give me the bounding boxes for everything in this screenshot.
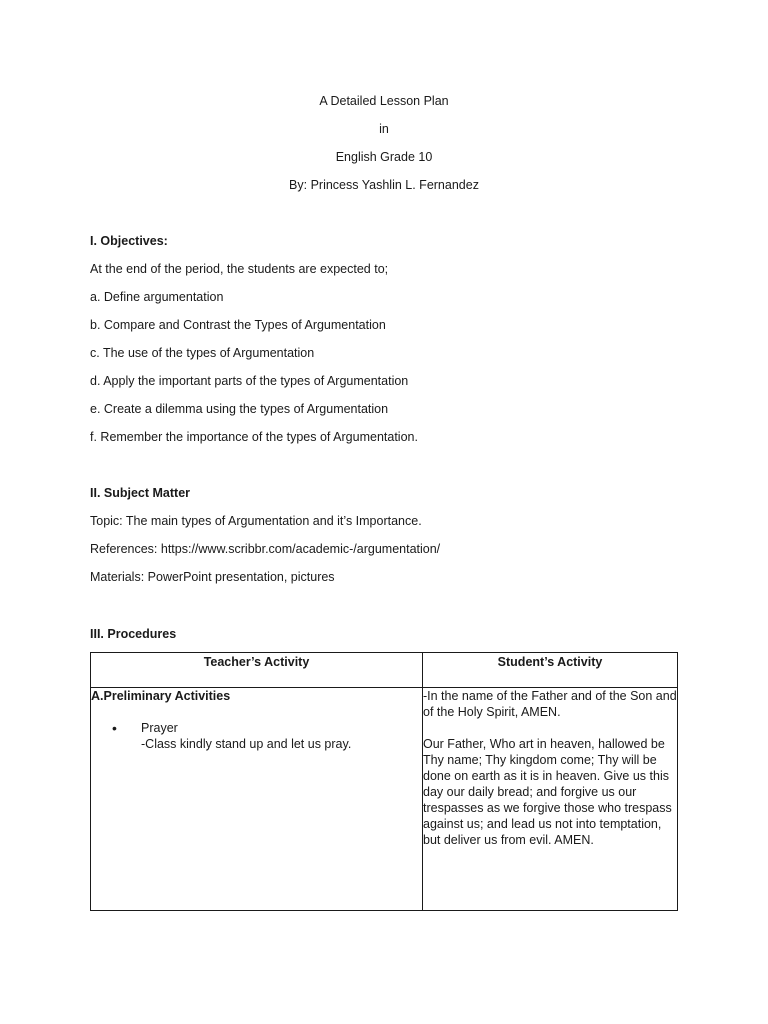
doc-title: A Detailed Lesson Plan: [319, 94, 449, 108]
subject-references: References: https://www.scribbr.com/academic-/argumentation/: [90, 542, 441, 556]
student-prayer: Our Father, Who art in heaven, hallowed be Thy name; Thy kingdom come; Thy will be done on earth as it is in heaven. Give us this day our daily bread; and forgive us our trespasses as we forgive those who trespass against us; and lead us not into temptation, but deliver us from evil. AMEN.: [423, 737, 672, 847]
objective-item: b. Compare and Contrast the Types of Argumentation: [90, 318, 386, 332]
table-row: [91, 688, 678, 911]
subject-materials: Materials: PowerPoint presentation, pictures: [90, 570, 335, 584]
doc-title-in: in: [379, 122, 389, 136]
objective-item: e. Create a dilemma using the types of Argumentation: [90, 402, 389, 416]
student-response: -In the name of the Father and of the Son and of the Holy Spirit, AMEN.: [423, 689, 677, 719]
teacher-instruction: -Class kindly stand up and let us pray.: [141, 737, 352, 751]
teacher-activity-header: Teacher’s Activity: [91, 653, 423, 688]
list-item: [91, 720, 422, 752]
doc-author: By: Princess Yashlin L. Fernandez: [289, 178, 479, 192]
bullet-title: Prayer: [141, 721, 178, 735]
teacher-activity-cell: [91, 688, 423, 911]
table-header-row: [91, 653, 678, 688]
objectives-heading: I. Objectives:: [90, 234, 168, 248]
objective-item: d. Apply the important parts of the types of Argumentation: [90, 374, 409, 388]
objective-item: f. Remember the importance of the types of Argumentation.: [90, 430, 418, 444]
student-activity-cell: [423, 688, 678, 911]
objectives-intro: At the end of the period, the students are expected to;: [90, 262, 389, 276]
procedures-table: [90, 652, 678, 911]
subject-matter-heading: II. Subject Matter: [90, 486, 191, 500]
objective-item: c. The use of the types of Argumentation: [90, 346, 315, 360]
bullet-icon: •: [112, 720, 117, 736]
procedures-heading: III. Procedures: [90, 627, 177, 641]
objective-item: a. Define argumentation: [90, 290, 224, 304]
section-title: A.Preliminary Activities: [91, 689, 231, 703]
doc-subject: English Grade 10: [335, 150, 433, 164]
student-activity-header: Student’s Activity: [423, 653, 678, 688]
subject-topic: Topic: The main types of Argumentation and it’s Importance.: [90, 514, 422, 528]
